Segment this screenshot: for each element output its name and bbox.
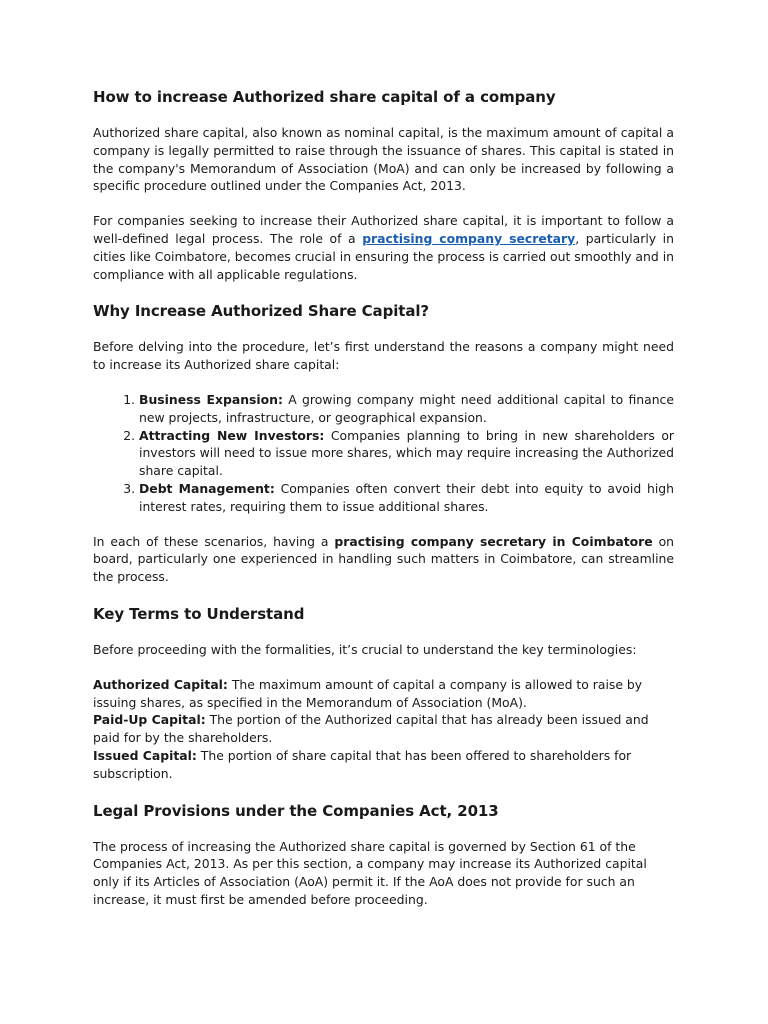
key-terms-list: [93, 676, 674, 783]
legal-provisions-heading: Legal Provisions under the Companies Act, 2013: [93, 801, 499, 820]
why-heading: Why Increase Authorized Share Capital?: [93, 302, 429, 321]
list-item: [139, 427, 674, 480]
term-item: [93, 711, 674, 747]
intro-text-after: , particularly in cities like Coimbatore, becomes crucial in ensuring the process is carried out smoothly and in compliance with all applicable regulations.: [93, 230, 674, 282]
why-lead: Before delving into the procedure, let’s first understand the reasons a company might need to increase its Authorized share capital:: [93, 339, 674, 373]
intro-paragraph-2: [93, 212, 674, 283]
key-terms-heading: Key Terms to Understand: [93, 604, 305, 623]
closing-text-after: on board, particularly one experienced in handling such matters in Coimbatore, can streamline the process.: [93, 533, 675, 585]
term-name: Paid-Up Capital:: [93, 712, 206, 728]
practising-company-secretary-link[interactable]: practising company secretary: [362, 230, 576, 246]
list-item-term: Attracting New Investors:: [139, 427, 325, 443]
term-definition: The portion of the Authorized capital that has already been issued and paid for by the shareholders.: [93, 712, 649, 746]
term-definition: The portion of share capital that has been offered to shareholders for subscription.: [93, 747, 632, 781]
term-name: Issued Capital:: [93, 747, 197, 763]
list-item-term: Business Expansion:: [139, 391, 283, 407]
list-item-term: Debt Management:: [139, 480, 275, 496]
list-item-text: A growing company might need additional capital to finance new projects, infrastructure, or geographical expansion.: [139, 391, 674, 425]
key-terms-lead: Before proceeding with the formalities, it’s crucial to understand the key terminologies:: [93, 641, 637, 657]
list-item-text: Companies often convert their debt into equity to avoid high interest rates, requiring them to issue additional shares.: [139, 480, 674, 514]
closing-text-before: In each of these scenarios, having a: [93, 533, 335, 549]
list-item: [139, 480, 674, 516]
intro-text-before: For companies seeking to increase their Authorized share capital, it is important to follow a well-defined legal process. The role of a: [93, 213, 674, 246]
legal-provisions-text: The process of increasing the Authorized share capital is governed by Section 61 of the Companies Act, 2013. As per this section, a company may increase its Authorized capital only if its Articles of Association (AoA) permit it. If the AoA does not provide for such an increase, it must first be amended before proceeding.: [93, 838, 647, 907]
term-definition: The maximum amount of capital a company is allowed to raise by issuing shares, as specified in the Memorandum of Association (MoA).: [93, 676, 643, 710]
term-name: Authorized Capital:: [93, 676, 228, 692]
intro-paragraph-1: Authorized share capital, also known as nominal capital, is the maximum amount of capital a company is legally permitted to raise through the issuance of shares. This capital is stated in the company's Memorandum of Association (MoA) and can only be increased by following a specific procedure outlined under the Companies Act, 2013.: [93, 125, 674, 194]
why-closing: [93, 533, 674, 586]
term-item: [93, 676, 674, 712]
list-item-text: Companies planning to bring in new shareholders or investors will need to issue more shares, which may require increasing the Authorized share capital.: [139, 427, 675, 479]
closing-bold-text: practising company secretary in Coimbatore: [334, 533, 653, 549]
term-item: [93, 747, 674, 783]
reasons-list: [93, 391, 674, 516]
document-title: How to increase Authorized share capital of a company: [93, 88, 556, 106]
list-item: [139, 391, 674, 427]
